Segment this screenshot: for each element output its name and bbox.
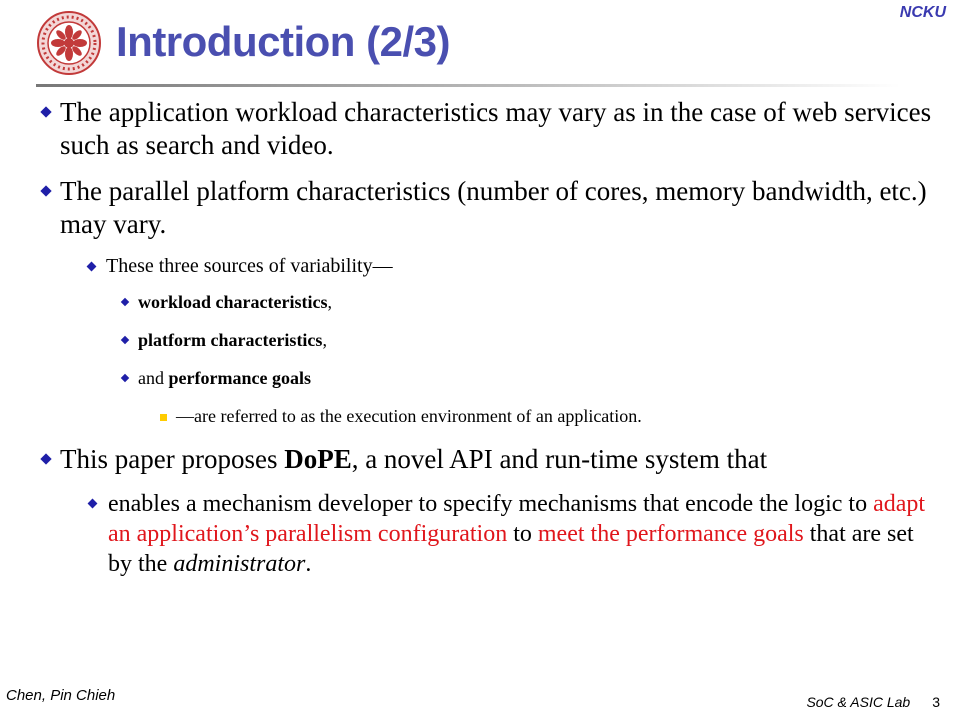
sub-bullet-variability <box>36 254 936 279</box>
title-divider <box>36 84 900 87</box>
bullet-text-pre: This paper proposes <box>60 444 285 474</box>
slide-body <box>36 96 936 579</box>
bullet-platform <box>36 175 936 241</box>
highlight-meet-goals: meet the performance goals <box>537 521 804 547</box>
diamond-bullet-icon <box>88 499 98 509</box>
list-item-performance-goals <box>36 367 936 389</box>
diamond-bullet-icon <box>40 453 51 464</box>
note-text: —are referred to as the execution environment of an application. <box>176 406 642 426</box>
sub-text-4: . <box>305 551 312 577</box>
diamond-bullet-icon <box>121 374 129 382</box>
square-bullet-icon <box>160 414 167 421</box>
diamond-bullet-icon <box>40 185 51 196</box>
footer-author: Chen, Pin Chieh <box>6 687 116 704</box>
list-item-suffix: , <box>322 330 327 350</box>
footer-lab-page <box>806 694 940 710</box>
sub-text-2: to <box>507 521 538 547</box>
diamond-bullet-icon <box>121 298 129 306</box>
footer-lab: SoC & ASIC Lab <box>806 694 911 710</box>
slide-title: Introduction (2/3) <box>116 18 450 65</box>
page-number: 3 <box>932 694 940 710</box>
diamond-bullet-icon <box>40 106 51 117</box>
sub-text-3: that are set by the <box>108 521 914 577</box>
list-item-suffix: , <box>327 292 332 312</box>
sub-text-1: enables a mechanism developer to specify mechanisms that encode the logic to <box>108 491 874 517</box>
dope-name: DoPE <box>284 444 352 474</box>
list-item-workload-characteristics <box>36 291 936 313</box>
bullet-workload <box>36 96 936 162</box>
diamond-bullet-icon <box>121 336 129 344</box>
sub-bullet-mechanism <box>36 489 936 579</box>
list-item-bold: workload characteristics <box>138 292 328 312</box>
list-item-bold: performance goals <box>168 368 311 388</box>
note-execution-environment <box>36 405 936 427</box>
bullet-dope <box>36 443 936 476</box>
administrator-term: administrator <box>173 551 306 577</box>
bullet-text: The application workload characteristics may vary as in the case of web services such as search and video. <box>60 97 932 160</box>
list-item-prefix: and <box>138 368 169 388</box>
university-seal-logo <box>36 10 102 76</box>
bullet-text: The parallel platform characteristics (number of cores, memory bandwidth, etc.) may vary. <box>60 176 927 239</box>
org-label: NCKU <box>899 4 946 21</box>
bullet-text-post: , a novel API and run-time system that <box>351 444 768 474</box>
list-item-platform-characteristics <box>36 329 936 351</box>
list-item-bold: platform characteristics <box>138 330 323 350</box>
diamond-bullet-icon <box>87 262 97 272</box>
sub-bullet-text: These three sources of variability— <box>106 255 393 277</box>
highlight-adapt-configuration: adapt an application’s parallelism configuration <box>108 491 926 547</box>
